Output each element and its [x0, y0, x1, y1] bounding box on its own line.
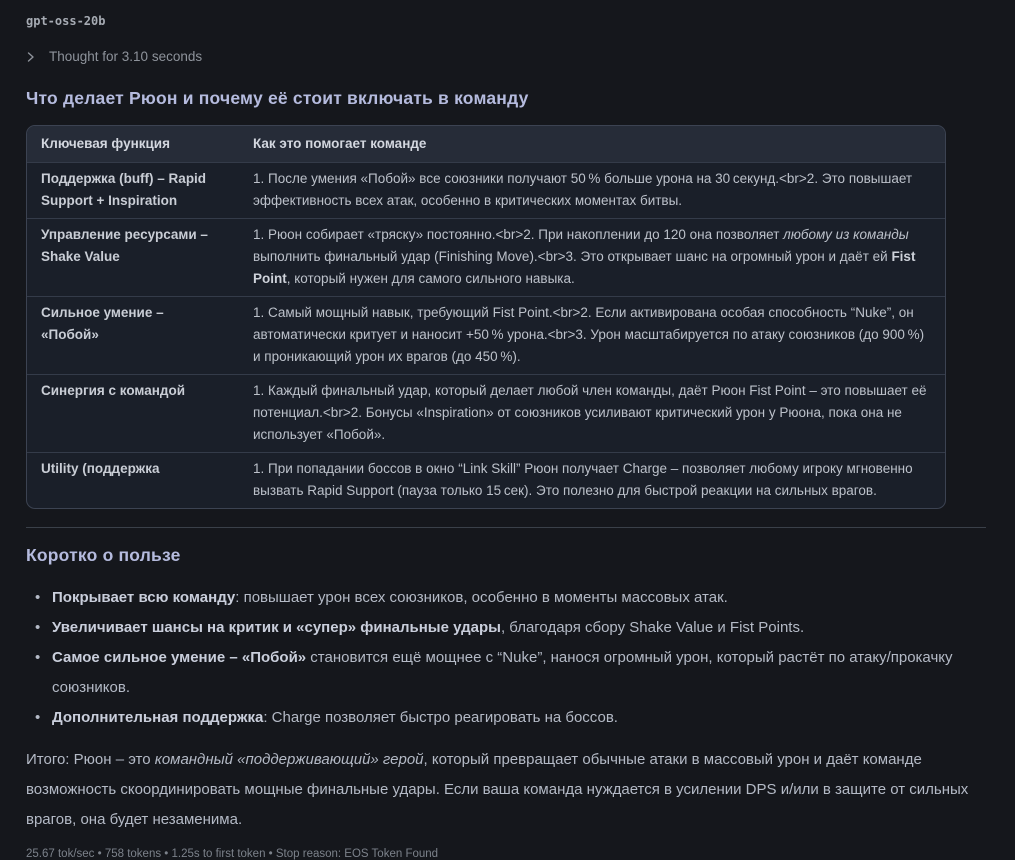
table-header-row	[27, 126, 945, 163]
model-name: gpt-oss-20b	[26, 14, 106, 28]
benefit-cell: 1. Рюон собирает «тряску» постоянно.<br>2. При накоплении до 120 она позволяет любому из команды выполнить финальный удар (Finishing Move).<br>3. Это открывает шанс на огромный урон и даёт ей Fist Point, который нужен для самого сильного навыка.	[253, 227, 916, 286]
bullet-icon: •	[35, 649, 41, 666]
table-row	[27, 453, 945, 509]
key-function-cell: Поддержка (buff) – Rapid Support + Inspiration	[41, 171, 207, 208]
section-divider	[26, 527, 986, 528]
generation-stats: 25.67 tok/sec • 758 tokens • 1.25s to first token • Stop reason: EOS Token Found	[26, 848, 439, 860]
chevron-right-icon	[26, 52, 36, 62]
list-item: • Покрывает всю команду: повышает урон всех союзников, особенно в моменты массовых атак.	[26, 583, 988, 613]
benefits-list	[26, 583, 988, 733]
key-function-cell: Сильное умение – «Побой»	[41, 305, 164, 342]
key-function-cell: Синергия с командой	[41, 383, 185, 398]
benefit-cell: 1. После умения «Побой» все союзники получают 50 % больше урона на 30 секунд.<br>2. Это повышает эффективность всех атак, особенно в критических моментах битвы.	[253, 171, 913, 208]
table-row	[27, 297, 945, 375]
benefit-cell: 1. При попадании боссов в окно “Link Skill” Рюон получает Charge – позволяет любому игроку мгновенно вызвать Rapid Support (пауза только 15 сек). Это полезно для быстрой реакции на сильных врагов.	[253, 461, 913, 498]
list-item: • Увеличивает шансы на критик и «супер» финальные удары, благодаря сбору Shake Value и Fist Points.	[26, 613, 988, 643]
key-function-cell: Управление ресурсами – Shake Value	[41, 227, 208, 264]
column-header: Как это помогает команде	[253, 136, 427, 151]
benefit-cell: 1. Самый мощный навык, требующий Fist Point.<br>2. Если активирована особая способность “Nuke”, он автоматически критует и наносит +50 % урона.<br>3. Урон масштабируется по атаку союзников (до 900 %) и проникающий урон их врагов (до 450 %).	[253, 305, 925, 364]
bullet-icon: •	[35, 619, 41, 636]
table-row	[27, 375, 945, 453]
key-function-cell: Utility (поддержка	[41, 461, 160, 476]
thought-toggle[interactable]	[26, 49, 202, 64]
response-heading-benefits: Коротко о пользе	[26, 545, 181, 565]
thought-label: Thought for 3.10 seconds	[49, 49, 203, 64]
list-item: • Самое сильное умение – «Побой» становится ещё мощнее с “Nuke”, нанося огромный урон, который растёт по атаку/прокачку союзников.	[26, 643, 988, 703]
features-table	[26, 125, 946, 509]
table-row	[27, 219, 945, 297]
summary-paragraph: Итого: Рюон – это командный «поддерживающий» герой, который превращает обычные атаки в массовый урон и даёт команде возможность скоординировать мощные финальные удары. Если ваша команда нуждается в усилении DPS и/или в защите от сильных врагов, она будет незаменима.	[26, 751, 969, 828]
response-heading-main: Что делает Рюон и почему её стоит включать в команду	[26, 88, 529, 108]
benefit-cell: 1. Каждый финальный удар, который делает любой член команды, даёт Рюон Fist Point – это повышает её потенциал.<br>2. Бонусы «Inspiration» от союзников усиливают критический урон у Рюона, пока она не использует «Побой».	[253, 383, 927, 442]
bullet-icon: •	[35, 589, 41, 606]
table-row	[27, 163, 945, 219]
table-body	[27, 163, 945, 509]
list-item: • Дополнительная поддержка: Charge позволяет быстро реагировать на боссов.	[26, 703, 988, 733]
bullet-icon: •	[35, 709, 41, 726]
column-header: Ключевая функция	[41, 136, 170, 151]
